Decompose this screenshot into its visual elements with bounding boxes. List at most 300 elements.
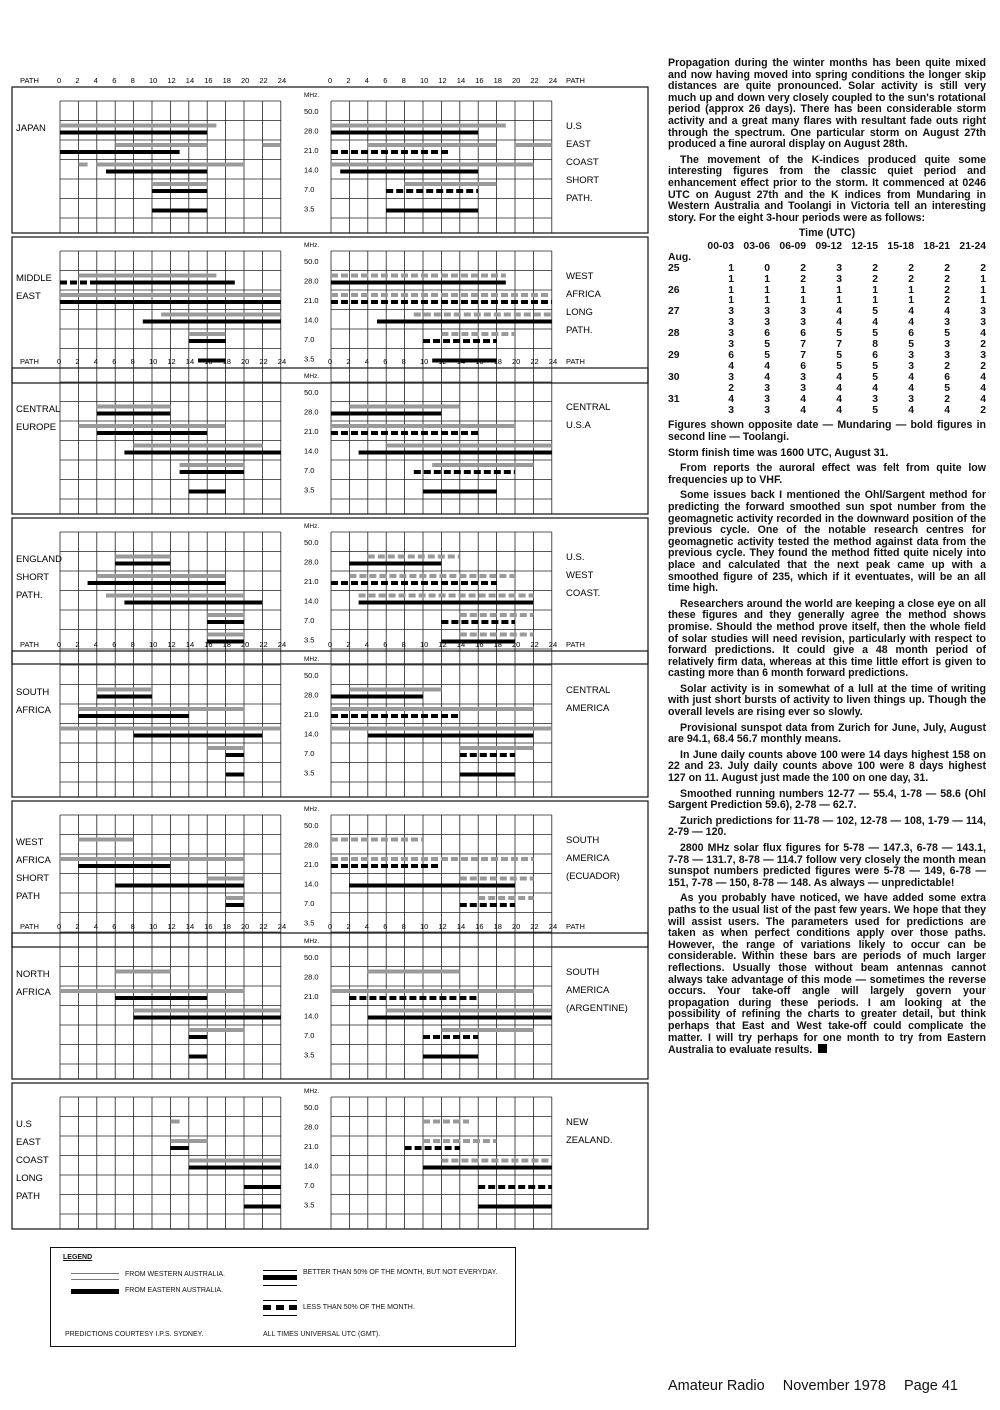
legend-west-label: FROM WESTERN AUSTRALIA.	[125, 1271, 225, 1278]
west-aus-bar	[180, 463, 244, 467]
hour-tick-label: 20	[241, 640, 250, 649]
k-value: 3	[764, 382, 770, 394]
hour-tick-label: 16	[204, 357, 213, 366]
freq-label: 50.0	[304, 821, 319, 830]
east-aus-bar	[361, 150, 368, 154]
k-value: 3	[728, 404, 734, 416]
hour-tick-label: 20	[512, 76, 521, 85]
west-aus-bar	[471, 857, 478, 861]
west-aus-bar	[521, 857, 528, 861]
east-aus-bar	[478, 1205, 552, 1209]
west-aus-bar	[349, 163, 478, 167]
path-label-right: CENTRAL	[566, 402, 611, 413]
hour-tick-label: 0	[57, 922, 62, 931]
west-aus-bar	[524, 313, 531, 317]
article-paragraph: Provisional sunspot data from Zurich for June, July, August are 94.1, 68.4 56.7 monthly means.	[668, 721, 986, 746]
path-label-left: PATH	[16, 1191, 40, 1202]
k-value: 3	[764, 393, 770, 405]
hour-tick-label: 8	[401, 76, 406, 85]
k-value: 7	[800, 339, 806, 351]
west-aus-bar	[488, 896, 495, 900]
k-value: 5	[872, 328, 878, 340]
legend-less-label: LESS THAN 50% OF THE MONTH.	[303, 1304, 415, 1311]
east-aus-bar	[189, 1166, 281, 1170]
hour-tick-label: 16	[475, 922, 484, 931]
east-aus-bar	[411, 864, 418, 868]
chart-frame	[12, 933, 648, 1079]
west-aus-bar	[530, 613, 534, 617]
west-aus-bar	[519, 594, 526, 598]
east-aus-bar	[411, 300, 418, 304]
east-aus-bar	[331, 714, 338, 718]
west-aus-bar	[97, 405, 171, 409]
east-aus-bar	[152, 209, 207, 213]
west-aus-bar	[341, 293, 348, 297]
east-aus-bar	[471, 300, 478, 304]
east-aus-bar	[424, 470, 431, 474]
west-aus-bar	[470, 877, 477, 881]
east-aus-bar	[399, 996, 406, 1000]
path-axis-label: PATH	[20, 922, 39, 931]
freq-label: 21.0	[304, 427, 319, 436]
hour-tick-label: 22	[259, 640, 268, 649]
freq-label: 21.0	[304, 1142, 319, 1151]
freq-label: 50.0	[304, 107, 319, 116]
west-aus-bar	[453, 1139, 460, 1143]
freq-label: 28.0	[304, 1122, 319, 1132]
k-value: 2	[944, 284, 950, 296]
east-aus-bar	[508, 1185, 515, 1189]
freq-label: 7.0	[304, 1031, 315, 1040]
west-aus-bar	[511, 857, 518, 861]
east-aus-bar	[124, 601, 262, 605]
freq-label: 3.5	[304, 918, 315, 928]
east-aus-bar	[431, 150, 438, 154]
hour-tick-label: 6	[112, 640, 117, 649]
west-aus-bar	[471, 274, 478, 278]
path-label-right: NEW	[566, 1117, 589, 1128]
east-aus-bar	[361, 581, 368, 585]
west-aus-bar	[531, 1159, 538, 1163]
period-header: 00-03	[707, 240, 734, 252]
hour-tick-label: 2	[75, 640, 80, 649]
legend-east-label: FROM EASTERN AUSTRALIA.	[125, 1287, 224, 1294]
east-aus-bar	[189, 1055, 207, 1059]
west-aus-bar	[461, 274, 468, 278]
hour-tick-label: 16	[204, 640, 213, 649]
west-aus-bar	[463, 1139, 470, 1143]
east-aus-bar	[464, 470, 471, 474]
freq-label: 28.0	[304, 276, 319, 286]
path-axis-label: PATH	[20, 357, 39, 366]
month-label: Aug.	[668, 251, 692, 263]
east-aus-bar	[551, 300, 552, 304]
freq-unit-label: MHz.	[304, 523, 320, 530]
east-aus-bar	[494, 470, 501, 474]
hour-tick-label: 12	[438, 640, 447, 649]
hour-tick-label: 18	[493, 76, 502, 85]
hour-tick-label: 12	[167, 76, 176, 85]
east-aus-bar	[381, 581, 388, 585]
k-value: 4	[800, 404, 806, 416]
k-value: 2	[944, 295, 950, 307]
east-aus-bar	[443, 1035, 450, 1039]
west-aus-bar	[528, 896, 533, 900]
west-aus-bar	[371, 838, 378, 842]
east-aus-bar	[431, 714, 438, 718]
west-aus-bar	[349, 574, 356, 578]
east-aus-bar	[528, 1185, 535, 1189]
west-aus-bar	[391, 838, 398, 842]
hour-tick-label: 8	[401, 922, 406, 931]
hour-tick-label: 0	[328, 922, 333, 931]
hour-tick-label: 22	[259, 76, 268, 85]
east-aus-bar	[351, 431, 358, 435]
hour-tick-label: 2	[346, 922, 351, 931]
east-aus-bar	[463, 1035, 470, 1039]
east-aus-bar	[411, 431, 418, 435]
hour-tick-label: 2	[75, 357, 80, 366]
east-aus-bar	[341, 150, 348, 154]
west-aus-bar	[454, 313, 461, 317]
east-aus-bar	[331, 131, 478, 135]
west-aus-bar	[520, 613, 527, 617]
east-aus-bar	[471, 581, 478, 585]
east-aus-bar	[500, 753, 507, 757]
path-label-right: (ECUADOR)	[566, 871, 620, 882]
west-aus-bar	[460, 633, 467, 637]
east-aus-bar	[498, 1185, 505, 1189]
west-aus-bar	[481, 857, 488, 861]
west-aus-bar	[115, 970, 170, 974]
hour-tick-label: 10	[149, 76, 158, 85]
west-aus-bar	[97, 574, 226, 578]
west-aus-bar	[481, 274, 488, 278]
hour-tick-label: 22	[530, 922, 539, 931]
east-aus-bar	[433, 339, 440, 343]
freq-unit-label: MHz.	[304, 373, 320, 380]
west-aus-bar	[189, 1159, 281, 1163]
path-label-left: EAST	[16, 1137, 41, 1148]
west-aus-bar	[379, 594, 386, 598]
west-aus-bar	[331, 274, 338, 278]
west-aus-bar	[388, 555, 395, 559]
hour-tick-label: 24	[548, 76, 558, 85]
hour-tick-label: 20	[512, 640, 521, 649]
west-aus-bar	[359, 574, 366, 578]
east-aus-bar	[341, 864, 348, 868]
k-value: 4	[980, 371, 986, 383]
k-value: 1	[836, 295, 842, 307]
path-label-left: NORTH	[16, 969, 50, 980]
west-aus-bar	[471, 293, 478, 297]
hour-tick-label: 6	[383, 922, 388, 931]
hour-tick-label: 4	[93, 76, 98, 85]
east-aus-bar	[60, 131, 207, 135]
hour-tick-label: 12	[167, 640, 176, 649]
k-value: 2	[944, 393, 950, 405]
k-value: 4	[908, 404, 914, 416]
freq-label: 14.0	[304, 165, 319, 175]
freq-label: 14.0	[304, 446, 319, 456]
hour-tick-label: 8	[130, 76, 135, 85]
west-aus-bar	[361, 293, 368, 297]
east-aus-bar	[401, 150, 408, 154]
west-aus-bar	[381, 274, 388, 278]
west-aus-bar	[501, 293, 508, 297]
east-aus-bar	[361, 300, 368, 304]
period-header: 09-12	[815, 240, 842, 252]
west-aus-bar	[451, 293, 458, 297]
west-aus-bar	[470, 633, 477, 637]
path-label-right: U.S.	[566, 552, 585, 563]
east-aus-bar	[510, 753, 515, 757]
east-aus-bar	[341, 714, 348, 718]
east-aus-bar	[115, 562, 170, 566]
hour-tick-label: 18	[222, 76, 231, 85]
east-aus-bar	[359, 601, 534, 605]
west-aus-bar	[504, 313, 511, 317]
hour-tick-label: 12	[438, 922, 447, 931]
k-value: 8	[872, 339, 878, 351]
k-value: 5	[872, 360, 878, 372]
west-aus-bar	[541, 1159, 548, 1163]
k-value: 3	[764, 317, 770, 329]
k-value: 3	[728, 317, 734, 329]
west-aus-bar	[449, 574, 456, 578]
east-aus-bar	[226, 903, 244, 907]
east-aus-bar	[331, 864, 338, 868]
k-value: 5	[836, 360, 842, 372]
k-value: 3	[800, 317, 806, 329]
east-aus-bar	[490, 753, 497, 757]
west-aus-bar	[441, 293, 448, 297]
hour-tick-label: 22	[259, 922, 268, 931]
west-aus-bar	[170, 1120, 179, 1124]
mundaring-row	[668, 286, 986, 297]
east-aus-bar	[501, 300, 508, 304]
hour-tick-label: 8	[401, 357, 406, 366]
k-value: 1	[980, 284, 986, 296]
west-aus-bar	[341, 838, 348, 842]
west-aus-bar	[428, 555, 435, 559]
k-value: 6	[872, 349, 878, 361]
east-aus-bar	[381, 864, 388, 868]
west-aus-bar	[441, 274, 448, 278]
hour-tick-label: 2	[346, 76, 351, 85]
east-aus-bar	[351, 300, 358, 304]
east-aus-bar	[423, 1166, 552, 1170]
k-value: 3	[908, 349, 914, 361]
west-aus-bar	[60, 857, 244, 861]
west-aus-bar	[78, 274, 216, 278]
hour-tick-label: 10	[420, 357, 429, 366]
east-aus-bar	[471, 431, 478, 435]
path-label-right: WEST	[566, 271, 594, 282]
east-aus-bar	[97, 431, 207, 435]
east-aus-bar	[226, 773, 244, 777]
east-aus-bar	[436, 189, 443, 193]
west-aus-bar	[399, 574, 406, 578]
hour-tick-label: 4	[364, 922, 369, 931]
path-label-right: COAST.	[566, 588, 601, 599]
east-aus-bar	[143, 320, 281, 324]
east-aus-bar	[189, 339, 226, 343]
k-value: 7	[836, 339, 842, 351]
west-aus-bar	[480, 633, 487, 637]
k-value: 4	[764, 360, 770, 372]
article-paragraph: The movement of the K-indices produced quite some interesting figures from the classic quiet period and enhancement effect prior to the storm. It commenced at 0246 UTC on August 27th and the K indices from Mundaring in Western Australia and Toolangi in Victoria tell an interesting story. For the eight 3-hour periods were as follows:	[668, 153, 986, 224]
west-aus-bar	[510, 613, 517, 617]
west-aus-bar	[461, 857, 468, 861]
east-aus-bar	[371, 864, 378, 868]
west-aus-bar	[411, 857, 418, 861]
west-aus-bar	[97, 163, 189, 167]
west-aus-bar	[424, 313, 431, 317]
hour-tick-label: 18	[222, 640, 231, 649]
freq-label: 3.5	[304, 1200, 315, 1210]
article-column	[668, 58, 986, 1061]
east-aus-bar	[170, 1146, 188, 1150]
east-aus-dashed-bar	[80, 281, 87, 285]
east-aus-dashed-bar	[60, 281, 67, 285]
east-aus-bar	[470, 903, 477, 907]
path-label-left: MIDDLE	[16, 273, 52, 284]
k-value: 3	[980, 317, 986, 329]
east-aus-bar	[478, 1185, 485, 1189]
east-aus-bar	[389, 996, 396, 1000]
east-aus-bar	[189, 490, 226, 494]
k-value: 1	[764, 273, 770, 285]
west-aus-bar	[490, 877, 497, 881]
hour-tick-label: 10	[149, 922, 158, 931]
east-aus-bar	[456, 189, 463, 193]
east-aus-bar	[461, 300, 468, 304]
west-aus-bar	[405, 182, 497, 186]
west-aus-bar	[520, 877, 527, 881]
hour-tick-label: 0	[328, 640, 333, 649]
west-aus-bar	[389, 594, 396, 598]
east-aus-bar	[401, 864, 408, 868]
east-aus-bar	[510, 903, 515, 907]
k-value: 2	[800, 273, 806, 285]
k-value: 5	[908, 339, 914, 351]
k-value: 1	[800, 284, 806, 296]
west-aus-bar	[207, 613, 244, 617]
west-aus-bar	[408, 555, 415, 559]
east-aus-bar	[381, 150, 388, 154]
east-aus-bar	[480, 753, 487, 757]
hour-tick-label: 6	[112, 357, 117, 366]
west-aus-bar	[491, 274, 498, 278]
k-value: 4	[980, 382, 986, 394]
k-value: 5	[944, 328, 950, 340]
freq-label: 50.0	[304, 671, 319, 680]
east-aus-bar	[461, 431, 468, 435]
east-aus-bar	[349, 562, 441, 566]
east-aus-bar	[461, 581, 468, 585]
east-aus-bar	[473, 339, 480, 343]
k-value: 2	[944, 360, 950, 372]
freq-label: 21.0	[304, 860, 319, 869]
west-aus-bar	[448, 555, 455, 559]
k-value: 3	[836, 262, 842, 274]
east-aus-bar	[371, 150, 378, 154]
east-aus-bar	[88, 581, 226, 585]
east-aus-bar	[439, 996, 446, 1000]
west-aus-bar	[429, 594, 436, 598]
freq-label: 7.0	[304, 616, 315, 625]
east-aus-bar	[349, 884, 515, 888]
k-value: 3	[980, 349, 986, 361]
hour-tick-label: 10	[420, 76, 429, 85]
west-aus-bar	[134, 444, 263, 448]
freq-label: 7.0	[304, 335, 315, 344]
hour-tick-label: 16	[475, 76, 484, 85]
west-aus-bar	[432, 463, 533, 467]
west-aus-bar	[331, 989, 533, 993]
west-aus-bar	[481, 293, 488, 297]
east-aus-bar	[455, 1146, 460, 1150]
east-aus-bar	[460, 773, 515, 777]
east-aus-bar	[421, 864, 428, 868]
k-value: 3	[728, 339, 734, 351]
path-label-left: SOUTH	[16, 687, 50, 698]
west-aus-bar	[508, 896, 515, 900]
east-aus-bar	[405, 1146, 412, 1150]
east-aus-bar	[391, 150, 398, 154]
hour-tick-label: 8	[130, 640, 135, 649]
east-aus-bar	[441, 581, 448, 585]
west-aus-bar	[451, 1159, 458, 1163]
west-aus-bar	[510, 877, 517, 881]
west-aus-bar	[421, 838, 423, 842]
east-aus-bar	[115, 996, 207, 1000]
west-aus-bar	[501, 332, 508, 336]
east-aus-bar	[444, 470, 451, 474]
west-aus-bar	[389, 574, 396, 578]
legend	[50, 1247, 516, 1347]
hour-tick-label: 6	[383, 76, 388, 85]
article-paragraph: Some issues back I mentioned the Ohl/Sargent method for predicting the forward smoothed sun spot number from the geomagnetic activity recorded in the downward position of the previous cycle. One of the notable research centres for geomagnetic activity tested the method against data from the previous cycle. They found the method fitted quite nicely into place and calculated that the next peak came up with a smoothed figure of 235, which if it eventuates, will be an all time high.	[668, 489, 986, 595]
east-aus-bar	[415, 1146, 422, 1150]
west-aus-bar	[421, 857, 428, 861]
east-aus-bar	[504, 470, 511, 474]
path-label-left: EUROPE	[16, 422, 57, 433]
path-axis-label: PATH	[566, 640, 585, 649]
west-aus-bar	[483, 1139, 490, 1143]
path-label-right: SHORT	[566, 175, 600, 186]
west-aus-bar	[551, 293, 552, 297]
k-value: 4	[872, 382, 878, 394]
k-value: 3	[800, 382, 806, 394]
hour-tick-label: 10	[420, 640, 429, 649]
east-aus-bar	[391, 300, 398, 304]
east-aus-bar	[463, 339, 470, 343]
west-aus-bar	[521, 293, 528, 297]
west-aus-bar	[381, 838, 388, 842]
west-aus-bar	[471, 1159, 478, 1163]
west-aus-bar	[386, 444, 552, 448]
end-mark-icon	[818, 1044, 827, 1053]
east-aus-bar	[459, 996, 466, 1000]
path-label-left: AFRICA	[16, 987, 51, 998]
mundaring-row	[668, 395, 986, 406]
k-value: 1	[836, 284, 842, 296]
west-aus-bar	[369, 594, 376, 598]
article-paragraph: In June daily counts above 100 were 14 days highest 158 on 22 and 23. July daily counts above 100 were 8 days highest 127 on 11. August just made the 100 on one day, 31.	[668, 748, 986, 785]
k-value: 5	[872, 371, 878, 383]
